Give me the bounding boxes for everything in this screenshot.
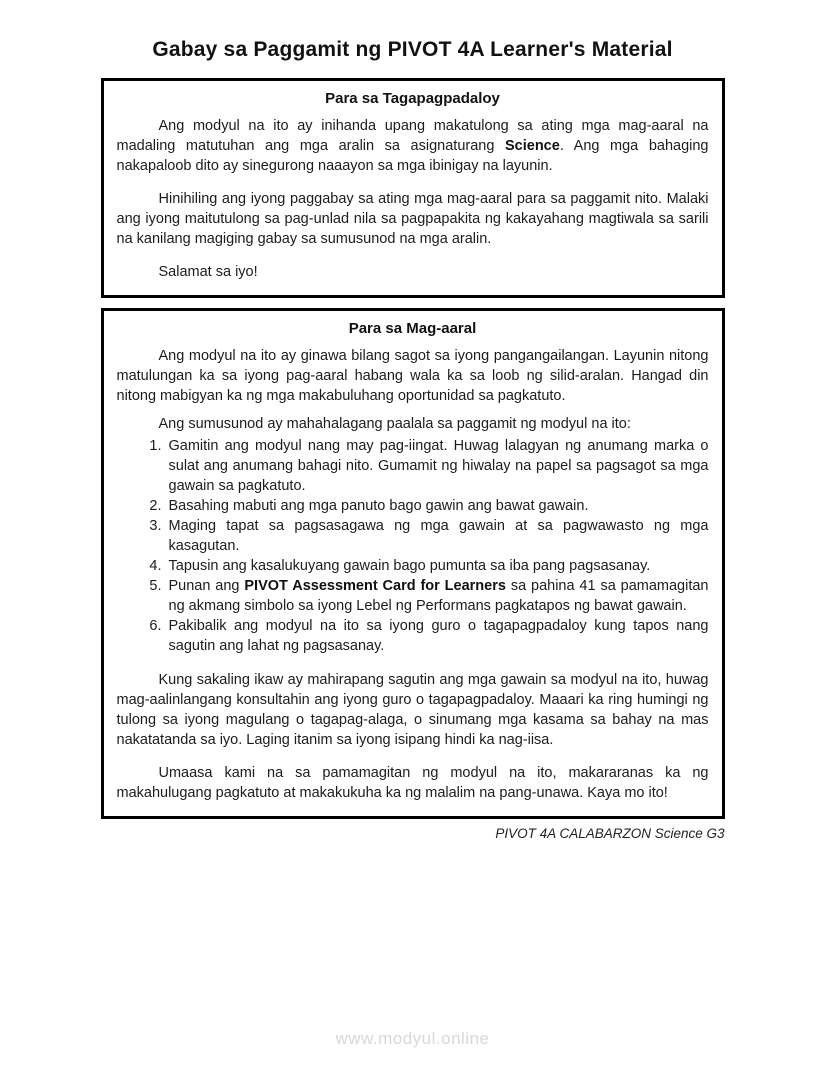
list-item [166, 516, 709, 556]
learner-section-box [101, 308, 725, 819]
bold-subject-name: Science [505, 138, 560, 154]
list-item-text: Gamitin ang modyul nang may pag-iingat. Huwag lalagyan ng anumang marka o sulat ang anumang bahagi nito. Gumamit ng hiwalay na papel sa pagsagot sa mga gawain sa pagkatuto. [168, 438, 709, 494]
page-footer: PIVOT 4A CALABARZON Science G3 [495, 826, 725, 841]
facilitator-paragraph-1 [117, 116, 709, 176]
learner-paragraph-1: Ang modyul na ito ay ginawa bilang sagot sa iyong pangangailangan. Layunin nitong matulungan ka sa iyong pag-aaral habang wala ka sa loob ng silid-aralan. Hangad din nitong mabigyan ka ng mga makabuluhang oportunidad sa pagkatuto. [116, 348, 709, 404]
paragraph-text: Ang modyul na ito ay inihanda upang makatulong sa ating mga mag-aaral na madaling matutuhan ang mga aralin sa asignaturang [116, 118, 709, 154]
learner-paragraph-4: Umaasa kami na sa pamamagitan ng modyul na ito, makararanas ka ng makahulugang pagkatuto at makakukuha ka ng malalim na pang-unawa. Kaya mo ito! [116, 765, 709, 801]
list-item-text: Tapusin ang kasalukuyang gawain bago pumunta sa iba pang pagsasanay. [168, 558, 651, 574]
list-item [166, 556, 709, 576]
list-item-text: Punan ang [168, 578, 245, 594]
facilitator-section-box [101, 78, 725, 298]
list-item-text: Basahing mabuti ang mga panuto bago gawin ang bawat gawain. [168, 498, 589, 514]
learner-section-heading: Para sa Mag-aaral [348, 320, 477, 337]
list-item [166, 496, 709, 516]
usage-rules-list [117, 436, 709, 656]
list-item-text: Maging tapat sa pagsasagawa ng mga gawain at sa pagwawasto ng mga kasagutan. [168, 518, 709, 554]
facilitator-section-heading: Para sa Tagapagpadaloy [325, 90, 500, 107]
list-item [166, 436, 709, 496]
list-item-bold-text: PIVOT Assessment Card for Learners [244, 578, 506, 594]
facilitator-paragraph-2: Hinihiling ang iyong paggabay sa ating mga mag-aaral para sa paggamit nito. Malaki ang iyong maitutulong sa pag-unlad nila sa pagpapakita ng kakayahang magtiwala sa sarili na kanilang magiging gabay sa sumusunod na mga aralin. [116, 191, 709, 247]
list-item [166, 576, 709, 616]
paragraph-text: . Ang mga bahaging nakapaloob dito ay sinegurong naaayon sa mga ibinigay na layunin. [116, 138, 709, 174]
facilitator-closing-line: Salamat sa iyo! [158, 264, 258, 280]
list-item [166, 616, 709, 656]
list-item-text: sa pahina 41 sa pamamagitan ng akmang simbolo sa iyong Lebel ng Performans pagkatapos ng bawat gawain. [168, 578, 709, 614]
learner-paragraph-3: Kung sakaling ikaw ay mahirapang sagutin ang mga gawain sa modyul na ito, huwag mag-aalinlangang konsultahin ang iyong guro o tagapagpadaloy. Maaari ka ring humingi ng tulong sa iyong magulang o tagapag-alaga, o sinumang mga kasama sa bahay na mas nakatatanda sa iyo. Laging itanim sa iyong isipang hindi ka nag-iisa. [116, 672, 709, 748]
page-title: Gabay sa Paggamit ng PIVOT 4A Learner's Material [152, 38, 673, 61]
watermark-text: www.modyul.online [335, 1029, 490, 1048]
list-item-text: Pakibalik ang modyul na ito sa iyong guro o tagapagpadaloy kung tapos nang sagutin ang lahat ng pagsasanay. [168, 618, 709, 654]
learner-paragraph-2: Ang sumusunod ay mahahalagang paalala sa paggamit ng modyul na ito: [158, 416, 631, 432]
